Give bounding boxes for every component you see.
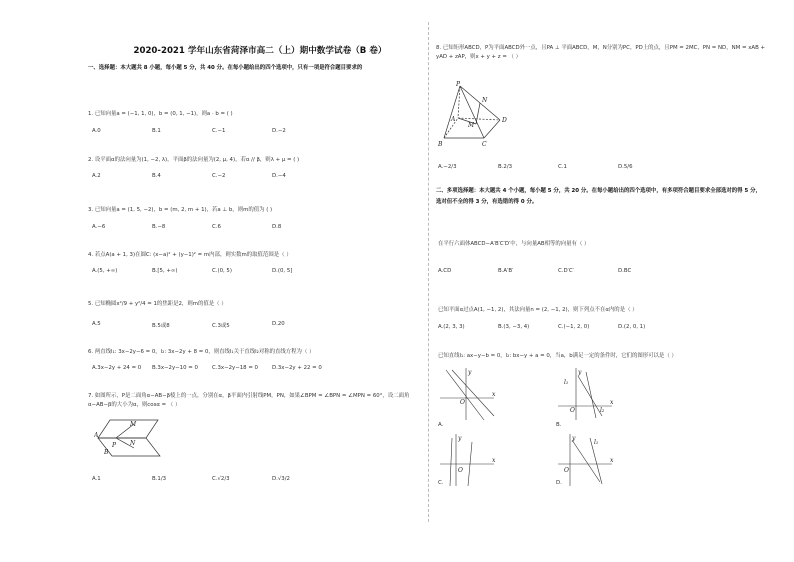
- q11-option-a: A.: [438, 422, 444, 428]
- q6-option-a: A.3x−2y + 24 = 0: [92, 365, 142, 371]
- q7-option-d: D.√3/2: [272, 476, 290, 482]
- graph-c-x-label: x: [492, 457, 496, 464]
- q4-option-a: A.(5, +∞): [92, 268, 118, 274]
- q7-option-c: C.√2/3: [212, 476, 230, 482]
- question-5-stem: 5. 已知椭圆x²/9 + y²/4 = 1的焦距是2，则m的值是（ ）: [88, 301, 227, 307]
- q3-option-a: A.−6: [92, 224, 106, 230]
- graph-a-x-label: x: [492, 391, 496, 398]
- graph-a: [438, 366, 498, 422]
- fig7-label-n: N: [130, 440, 136, 447]
- graph-a-origin: O: [460, 399, 465, 406]
- fig8-label-p: P: [456, 81, 461, 88]
- q2-option-d: D.−4: [272, 173, 286, 179]
- q10-option-c: C.(−1, 2, 0): [558, 324, 590, 330]
- graph-d-origin: O: [564, 467, 569, 474]
- q5-option-d: D.20: [272, 321, 285, 327]
- q8-option-b: B.2/3: [498, 164, 513, 170]
- q6-option-b: B.3x−2y−10 = 0: [152, 365, 198, 371]
- q11-option-b: B.: [556, 422, 562, 428]
- fig8-label-b: B: [438, 141, 443, 148]
- graph-d: [556, 432, 616, 488]
- fig7-label-p: P: [112, 442, 117, 449]
- fig8-label-n: N: [482, 97, 488, 104]
- q5-option-c: C.3或5: [212, 323, 230, 329]
- q1-option-d: D.−2: [272, 128, 286, 134]
- graph-b-l2: l₂: [600, 407, 605, 414]
- q1-option-a: A.0: [92, 128, 101, 134]
- dihedral-angle-figure: [94, 414, 174, 462]
- q2-option-c: C.−2: [212, 173, 226, 179]
- q5-option-a: A.5: [92, 321, 101, 327]
- q11-option-c: C.: [438, 480, 444, 486]
- q9-option-b: B.A′B′: [498, 268, 514, 274]
- q6-option-d: D.3x−2y + 22 = 0: [272, 365, 322, 371]
- question-8-stem: 8. 已知矩形ABCD，P为平面ABCD外一点，且PA ⊥ 平面ABCD，M，N分别为PC，PD上的点，且PM = 2MC，PN = ND，NM = xAB + yAD + zAP，则x + y + z = （ ）: [436, 45, 766, 60]
- graph-b-x-label: x: [610, 399, 614, 406]
- graph-c-origin: O: [458, 467, 463, 474]
- pyramid-figure: [436, 80, 526, 150]
- question-3-stem: 3. 已知向量a = (1, 5, −2)，b = (m, 2, m + 1)，若a ⊥ b，则m的值为 ( ): [88, 207, 273, 213]
- q11-option-d: D.: [556, 480, 562, 486]
- question-1-stem: 1. 已知向量a = (−1, 1, 0)，b = (0, 1, −1)，则a · b = ( ): [88, 111, 233, 117]
- q9-option-a: A.CD: [438, 268, 452, 274]
- graph-b-origin: O: [570, 407, 575, 414]
- graph-c: [438, 432, 498, 488]
- q4-option-d: D.(0, 5]: [272, 268, 293, 274]
- question-10-stem: 已知平面α过点A(1, −1, 2)，其法向量n = (2, −1, 2)，则下列点不在α内的是（ ）: [438, 307, 638, 313]
- fig8-label-a: A: [451, 116, 456, 123]
- graph-d-x-label: x: [610, 457, 614, 464]
- section-heading-choice: 一、选择题：本大题共 8 小题，每小题 5 分，共 40 分。在每小题给出的四个选项中，只有一项是符合题目要求的: [88, 65, 363, 71]
- fig7-label-m: M: [130, 421, 137, 428]
- fig7-label-a: A: [94, 432, 99, 439]
- q1-option-c: C.−1: [212, 128, 226, 134]
- q2-option-a: A.2: [92, 173, 101, 179]
- fig7-label-b: B: [104, 449, 109, 456]
- question-11-stem: 已知直线l₁: ax−y−b = 0，l₂: bx−y + a = 0，当a，b满足一定的条件时，它们的图形可以是（ ）: [438, 353, 677, 359]
- q3-option-d: D.8: [272, 224, 282, 230]
- question-7-stem: 7. 如图所示，P是二面角α−AB−β棱上的一点，分别在α，β平面内引射线PM，PN，如果∠BPM = ∠BPN = ∠MPN = 60°，设二面角α−AB−β的大小为α，则cosα = （ ）: [88, 393, 410, 408]
- column-divider: [428, 22, 429, 522]
- q7-option-b: B.1/3: [152, 476, 167, 482]
- question-2-stem: 2. 设平面α的法向量为(1, −2, λ)，平面β的法向量为(2, μ, 4)，若α // β，则λ + μ = ( ): [88, 157, 300, 163]
- fig8-label-m: M: [468, 122, 475, 129]
- fig8-label-d: D: [502, 117, 507, 124]
- q7-option-a: A.1: [92, 476, 101, 482]
- q8-option-d: D.5/6: [618, 164, 633, 170]
- graph-b: [556, 366, 616, 422]
- q3-option-b: B.−8: [152, 224, 166, 230]
- q8-option-c: C.1: [558, 164, 567, 170]
- q3-option-c: C.6: [212, 224, 221, 230]
- q1-option-b: B.1: [152, 128, 161, 134]
- q6-option-c: C.3x−2y−18 = 0: [212, 365, 258, 371]
- question-4-stem: 4. 若点A(a + 1, 3)在圆C: (x−a)² + (y−1)² = m内部，则实数m的取值范围是（ ）: [88, 252, 292, 258]
- section-heading-multi: 二、多项选择题：本大题共 4 个小题，每小题 5 分，共 20 分。在每小题给出的四个选项中，有多项符合题目要求全部选对的得 5 分，选对但不全的得 3 分，有选错的得 0 分。: [436, 188, 761, 205]
- q8-option-a: A.−2/3: [438, 164, 457, 170]
- graph-b-y-label: y: [578, 369, 582, 376]
- q4-option-c: C.(0, 5): [212, 268, 232, 274]
- q10-option-d: D.(2, 0, 1): [618, 324, 646, 330]
- graph-d-l1: l₁: [594, 439, 599, 446]
- q2-option-b: B.4: [152, 173, 161, 179]
- q10-option-b: B.(3, −3, 4): [498, 324, 530, 330]
- question-9-stem: 在平行六面体ABCD−A′B′C′D′中，与向量AB相等的向量有（ ）: [438, 241, 590, 247]
- graph-a-y-label: y: [468, 369, 472, 376]
- q4-option-b: B.[5, +∞): [152, 268, 178, 274]
- fig8-label-c: C: [482, 141, 487, 148]
- q5-option-b: B.5或8: [152, 323, 170, 329]
- graph-b-l1: l₁: [564, 379, 569, 386]
- page-title: 2020-2021 学年山东省菏泽市高二（上）期中数学试卷（B 卷）: [133, 46, 387, 56]
- q9-option-d: D.BC: [618, 268, 632, 274]
- graph-d-y-label: y: [572, 435, 576, 442]
- question-6-stem: 6. 两直线l₁: 3x−2y−6 = 0，l₂: 3x−2y + 8 = 0，则直线l₁关于直线l₂对称的直线方程为（ ）: [88, 349, 315, 355]
- graph-c-y-label: y: [458, 435, 462, 442]
- q10-option-a: A.(2, 3, 3): [438, 324, 465, 330]
- q9-option-c: C.D′C′: [558, 268, 574, 274]
